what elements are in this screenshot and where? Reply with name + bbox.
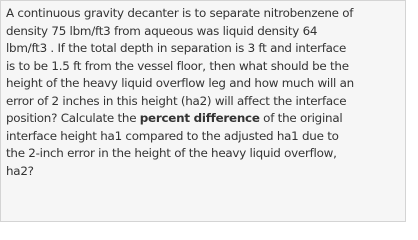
question-line-3: lbm/ft3 . If the total depth in separation is 3 ft and interface — [6, 41, 347, 55]
bold-phrase: percent difference — [139, 111, 260, 125]
question-text — [6, 5, 406, 180]
question-line-6: error of 2 inches in this height (ha2) will affect the interface — [6, 93, 347, 108]
question-line-8: interface height ha1 compared to the adjusted ha1 due to — [6, 128, 339, 143]
question-line-1: A continuous gravity decanter is to separate nitrobenzene of — [6, 6, 354, 20]
question-line-5: height of the heavy liquid overflow leg and how much will an — [6, 76, 354, 90]
question-line-7-start: position? Calculate the — [6, 111, 140, 125]
question-line-10: ha2? — [6, 163, 34, 178]
question-line-9: the 2-inch error in the height of the heavy liquid overflow, — [6, 146, 337, 160]
question-line-2: density 75 lbm/ft3 from aqueous was liquid density 64 — [6, 23, 318, 38]
question-line-7-end: of the original — [259, 111, 343, 125]
question-line-7 — [6, 110, 406, 128]
question-line-4: is to be 1.5 ft from the vessel floor, then what should be the — [6, 58, 349, 73]
